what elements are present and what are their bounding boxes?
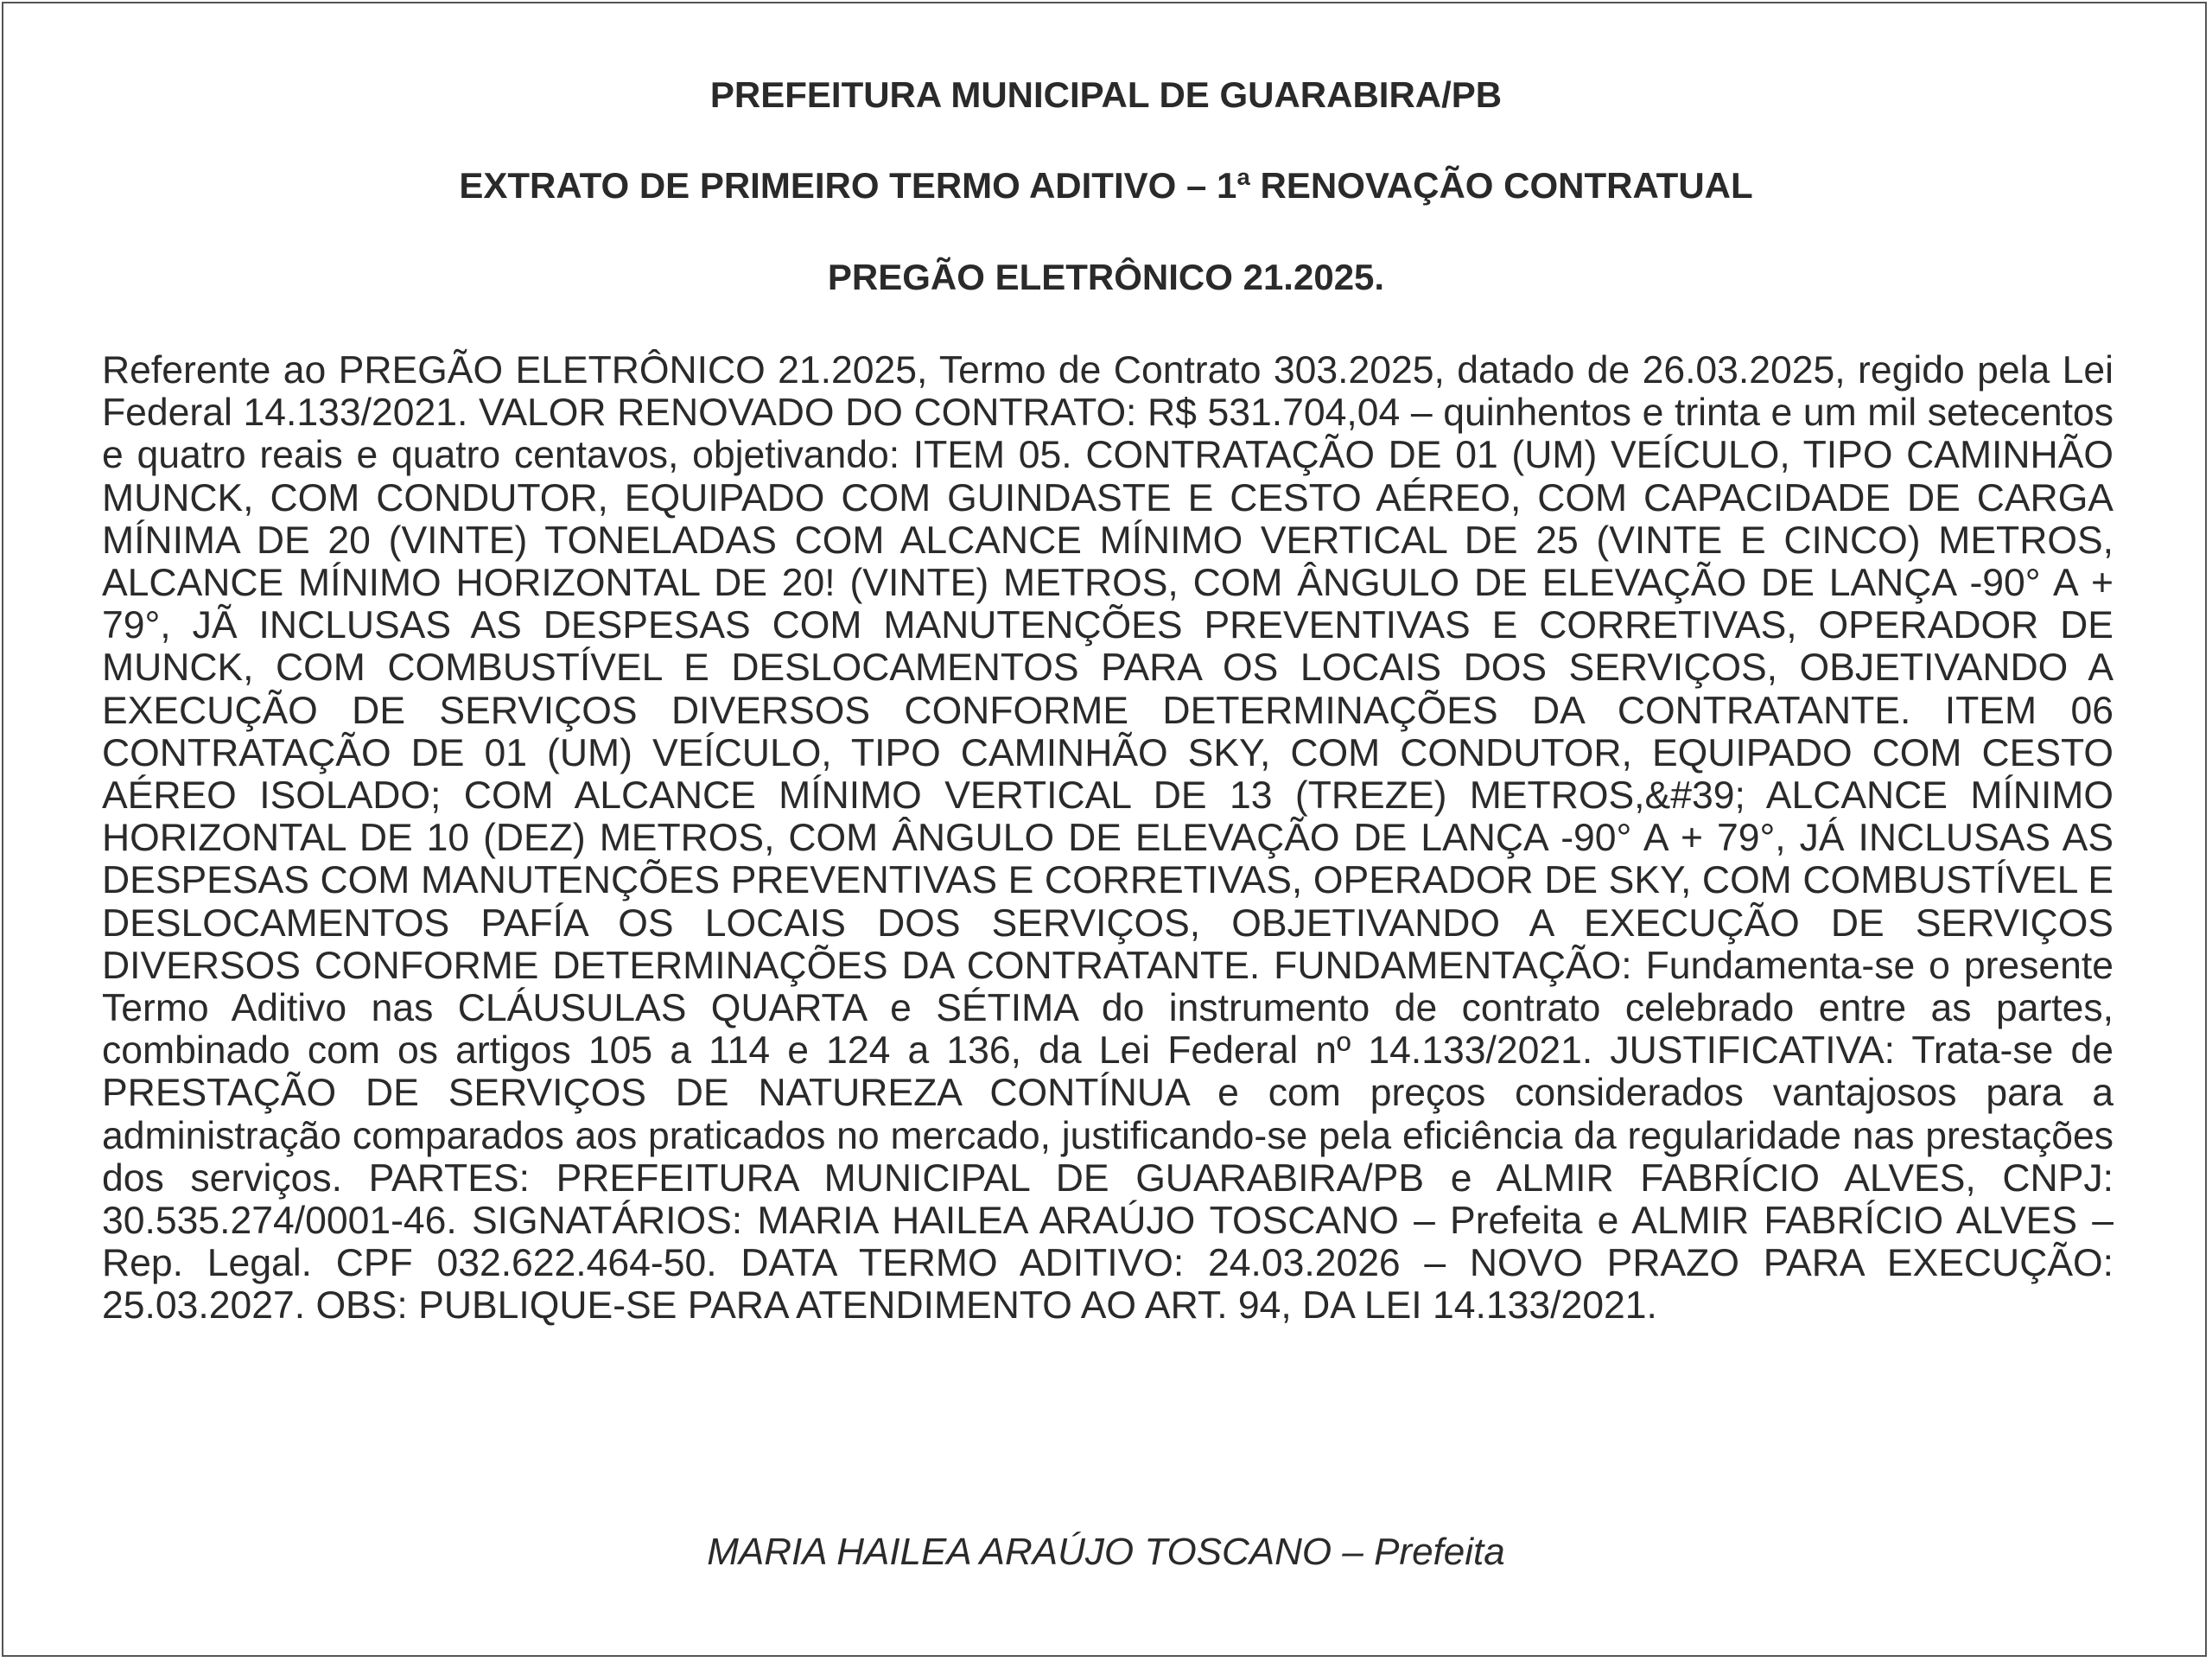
signature-line: MARIA HAILEA ARAÚJO TOSCANO – Prefeita — [707, 1531, 1505, 1573]
document-title: PREFEITURA MUNICIPAL DE GUARABIRA/PB — [709, 74, 1503, 115]
document-subtitle: EXTRATO DE PRIMEIRO TERMO ADITIVO – 1ª RENOVAÇÃO CONTRATUAL — [459, 165, 1753, 206]
body-paragraph: Referente ao PREGÃO ELETRÔNICO 21.2025, Termo de Contrato 303.2025, datado de 26.03.2025, regido pela Lei Federal 14.133/2021. VALOR RENOVADO DO CONTRATO: R$ 531.704,04 – quinhentos e trinta e um mil setecentos e quatro reais e quatro centavos, objetivando: ITEM 05. CONTRATAÇÃO DE 01 (UM) VEÍCULO, TIPO CAMINHÃO MUNCK, COM CONDUTOR, EQUIPADO COM GUINDASTE E CESTO AÉREO, COM CAPACIDADE DE CARGA MÍNIMA DE 20 (VINTE) TONELADAS COM ALCANCE MÍNIMO VERTICAL DE 25 (VINTE E CINCO) METROS, ALCANCE MÍNIMO HORIZONTAL DE 20! (VINTE) METROS, COM ÂNGULO DE ELEVAÇÃO DE LANÇA -90° A + 79°, JÃ INCLUSAS AS DESPESAS COM MANUTENÇÕES PREVENTIVAS E CORRETIVAS, OPERADOR DE MUNCK, COM COMBUSTÍVEL E DESLOCAMENTOS PARA OS LOCAIS DOS SERVIÇOS, OBJETIVANDO A EXECUÇÃO DE SERVIÇOS DIVERSOS CONFORME DETERMINAÇÕES DA CONTRATANTE. ITEM 06 CONTRATAÇÃO DE 01 (UM) VEÍCULO, TIPO CAMINHÃO SKY, COM CONDUTOR, EQUIPADO COM CESTO AÉREO ISOLADO; COM ALCANCE MÍNIMO VERTICAL DE 13 (TREZE) METROS,&#39; ALCANCE MÍNIMO HORIZONTAL DE 10 (DEZ) METROS, COM ÂNGULO DE ELEVAÇÃO DE LANÇA -90° A + 79°, JÁ INCLUSAS AS DESPESAS COM MANUTENÇÕES PREVENTIVAS E CORRETIVAS, OPERADOR DE SKY, COM COMBUSTÍVEL E DESLOCAMENTOS PAFÍA OS LOCAIS DOS SERVIÇOS, OBJETIVANDO A EXECUÇÃO DE SERVIÇOS DIVERSOS CONFORME DETERMINAÇÕES DA CONTRATANTE. FUNDAMENTAÇÃO: Fundamenta-se o presente Termo Aditivo nas CLÁUSULAS QUARTA e SÉTIMA do instrumento de contrato celebrado entre as partes, combinado com os artigos 105 a 114 e 124 a 136, da Lei Federal nº 14.133/2021. JUSTIFICATIVA: Trata-se de PRESTAÇÃO DE SERVIÇOS DE NATUREZA CONTÍNUA e com preços considerados vantajosos para a administração comparados aos praticados no mercado, justificando-se pela eficiência da regularidade nas prestações dos serviços. PARTES: PREFEITURA MUNICIPAL DE GUARABIRA/PB e ALMIR FABRÍCIO ALVES, CNPJ: 30.535.274/0001-46. SIGNATÁRIOS: MARIA HAILEA ARAÚJO TOSCANO – Prefeita e ALMIR FABRÍCIO ALVES – Rep. Legal. CPF 032.622.464-50. DATA TERMO ADITIVO: 24.03.2026 – NOVO PRAZO PARA EXECUÇÃO: 25.03.2027. OBS: PUBLIQUE-SE PARA ATENDIMENTO AO ART. 94, DA LEI 14.133/2021. — [102, 349, 2113, 1328]
document-reference: PREGÃO ELETRÔNICO 21.2025. — [827, 257, 1385, 297]
